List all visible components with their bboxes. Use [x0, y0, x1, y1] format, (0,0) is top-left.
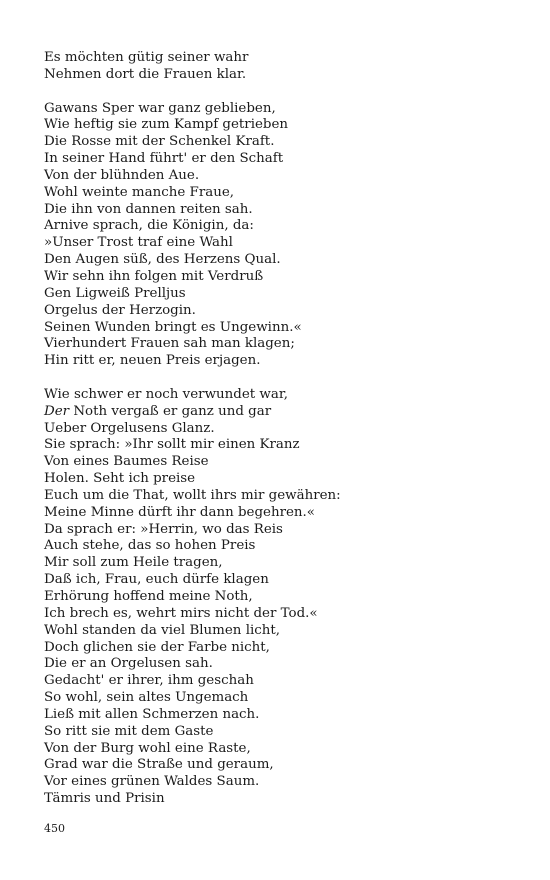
- verse-line: [44, 320, 524, 337]
- verse-line: [44, 791, 524, 808]
- verse-text: Von der blühnden Aue.: [44, 167, 200, 183]
- verse-line: [44, 757, 524, 774]
- verse-line: [44, 640, 524, 657]
- stanza: [44, 101, 524, 371]
- verse-text: Ich brech es, wehrt mirs nicht der Tod.«: [44, 605, 318, 621]
- verse-text: Doch glichen sie der Farbe nicht,: [44, 639, 270, 655]
- verse-text: Wohl standen da viel Blumen licht,: [44, 622, 281, 638]
- verse-line: [44, 50, 524, 67]
- verse-line: [44, 656, 524, 673]
- poem-text: [44, 50, 524, 825]
- verse-text: Die Rosse mit der Schenkel Kraft.: [44, 134, 275, 150]
- verse-text: Erhörung hoffend meine Noth,: [44, 589, 253, 604]
- verse-text: Wohl weinte manche Fraue,: [44, 184, 235, 200]
- verse-line: [44, 437, 524, 454]
- verse-text: Mir soll zum Heile tragen,: [44, 555, 223, 571]
- verse-line: [44, 235, 524, 252]
- verse-text: Grad war die Straße und geraum,: [44, 757, 274, 773]
- verse-text: In seiner Hand führt' er den Schaft: [44, 151, 284, 167]
- verse-line: [44, 185, 524, 202]
- verse-line: [44, 269, 524, 286]
- verse-line: [44, 67, 524, 84]
- verse-text: Orgelus der Herzogin.: [44, 302, 196, 318]
- verse-line: [44, 505, 524, 522]
- verse-text: Vierhundert Frauen sah man klagen;: [44, 336, 295, 352]
- verse-text: Gawans Sper war ganz geblieben,: [44, 100, 276, 116]
- stanza: [44, 387, 524, 808]
- verse-text: Ließ mit allen Schmerzen nach.: [44, 706, 260, 722]
- verse-line: [44, 606, 524, 623]
- verse-line: [44, 707, 524, 724]
- emphasized-word: Der: [44, 403, 70, 419]
- verse-text: Wie schwer er noch verwundet war,: [44, 386, 289, 402]
- verse-text: Vor eines grünen Waldes Saum.: [44, 774, 260, 790]
- verse-text: Tämris und Prisin: [44, 791, 165, 807]
- verse-text: Holen. Seht ich preise: [44, 471, 196, 487]
- verse-line: [44, 589, 524, 606]
- verse-text: Nehmen dort die Frauen klar.: [44, 66, 247, 82]
- verse-text: Wie heftig sie zum Kampf getrieben: [44, 117, 289, 133]
- verse-line: [44, 336, 524, 353]
- page-number: 450: [44, 822, 65, 835]
- verse-line: [44, 623, 524, 640]
- verse-text: Die er an Orgelusen sah.: [44, 656, 213, 672]
- verse-text: Den Augen süß, des Herzens Qual.: [44, 252, 281, 268]
- verse-line: [44, 303, 524, 320]
- verse-line: [44, 538, 524, 555]
- verse-line: [44, 724, 524, 741]
- verse-line: [44, 134, 524, 151]
- verse-text: Sie sprach: »Ihr sollt mir einen Kranz: [44, 437, 300, 453]
- verse-text: Arnive sprach, die Königin, da:: [44, 218, 254, 234]
- verse-text: Wir sehn ihn folgen mit Verdruß: [44, 268, 264, 284]
- verse-line: [44, 151, 524, 168]
- verse-line: [44, 690, 524, 707]
- verse-line: [44, 555, 524, 572]
- stanza: [44, 50, 524, 84]
- verse-line: [44, 286, 524, 303]
- verse-text: Noth vergaß er ganz und gar: [69, 403, 272, 419]
- verse-line: [44, 353, 524, 370]
- verse-line: [44, 404, 524, 421]
- verse-text: Von der Burg wohl eine Raste,: [44, 740, 251, 756]
- verse-line: [44, 741, 524, 758]
- verse-text: Ueber Orgelusens Glanz.: [44, 420, 215, 436]
- verse-line: [44, 387, 524, 404]
- verse-text: Da sprach er: »Herrin, wo das Reis: [44, 521, 283, 537]
- verse-line: [44, 522, 524, 539]
- verse-line: [44, 218, 524, 235]
- verse-line: [44, 202, 524, 219]
- verse-text: Hin ritt er, neuen Preis erjagen.: [44, 353, 261, 369]
- verse-text: Euch um die That, wollt ihrs mir gewähren:: [44, 487, 341, 503]
- verse-text: Gedacht' er ihrer, ihm geschah: [44, 673, 254, 689]
- verse-text: Von eines Baumes Reise: [44, 454, 209, 470]
- verse-text: Daß ich, Frau, euch dürfe klagen: [44, 572, 269, 588]
- verse-line: [44, 572, 524, 589]
- verse-text: So ritt sie mit dem Gaste: [44, 723, 214, 739]
- verse-line: [44, 252, 524, 269]
- verse-text: »Unser Trost traf eine Wahl: [44, 235, 233, 251]
- verse-line: [44, 117, 524, 134]
- verse-text: Seinen Wunden bringt es Ungewinn.«: [44, 319, 302, 335]
- verse-line: [44, 673, 524, 690]
- verse-text: Es möchten gütig seiner wahr: [44, 50, 249, 65]
- verse-line: [44, 488, 524, 505]
- verse-text: Meine Minne dürft ihr dann begehren.«: [44, 504, 315, 520]
- verse-text: Auch stehe, das so hohen Preis: [44, 538, 256, 554]
- verse-line: [44, 454, 524, 471]
- verse-text: Gen Ligweiß Prelljus: [44, 285, 186, 301]
- verse-text: Die ihn von dannen reiten sah.: [44, 201, 253, 217]
- verse-line: [44, 774, 524, 791]
- verse-line: [44, 101, 524, 118]
- verse-line: [44, 471, 524, 488]
- verse-line: [44, 168, 524, 185]
- verse-text: So wohl, sein altes Ungemach: [44, 690, 249, 706]
- verse-line: [44, 421, 524, 438]
